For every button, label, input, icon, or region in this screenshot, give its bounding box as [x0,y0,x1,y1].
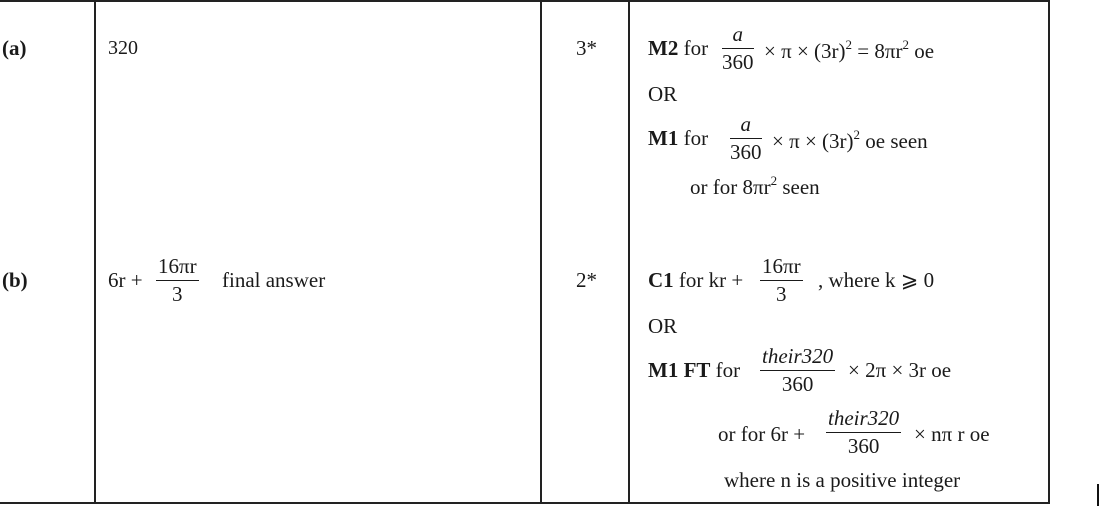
column-divider-4 [1048,0,1050,504]
marks-b: 2* [576,268,597,292]
fraction-denominator: 360 [730,140,762,164]
mark-code-c1: C1 [648,268,674,292]
column-divider-3 [628,0,630,504]
fraction-denominator: 3 [172,282,183,306]
superscript: 2 [845,37,853,52]
fraction-numerator: a [722,24,754,49]
m2-expr-text: × π × (3r) [764,39,846,63]
part-label-a: (a) [2,36,27,60]
fraction-denominator: 3 [776,282,787,306]
table-bottom-border [0,502,1050,504]
column-divider-2 [540,0,542,504]
text-cursor [1097,484,1099,506]
fraction-their320-over-360 [760,346,835,395]
answer-a: 320 [108,37,138,59]
superscript: 2 [770,173,778,188]
part-label-b: (b) [2,268,28,292]
m2-equals-text: = 8πr [852,39,903,63]
for-text: for [683,126,709,150]
fraction-16pir-over-3 [156,256,199,305]
oe-text: oe [908,39,935,63]
m1-expr-text: × π × (3r) [772,129,854,153]
for-text: for [715,358,741,382]
or-for-8pir-line [690,174,820,198]
fraction-numerator: 16πr [760,256,803,281]
column-divider-1 [94,0,96,504]
fraction-a-over-360-m1 [730,114,762,163]
m1-tail-text: oe seen [860,129,928,153]
m1ft-line [648,360,740,381]
c1-where: , where k ⩾ 0 [818,268,935,292]
m2-expression [764,38,934,62]
fraction-numerator: 16πr [156,256,199,281]
alt-expression: × nπ r oe [914,422,990,446]
mark-code-m1ft: M1 FT [648,358,711,382]
c1-line [648,270,743,291]
fraction-numerator: their320 [826,408,901,433]
fraction-their320-over-360-alt [826,408,901,457]
m1-line [648,128,708,149]
or-text-a: OR [648,82,678,106]
table-top-border [0,0,1050,2]
answer-b-prefix: 6r + [108,268,143,292]
for-text: for [678,268,704,292]
seen-text: seen [777,175,820,199]
m2-line [648,38,708,59]
answer-b-suffix: final answer [222,268,326,292]
superscript: 2 [902,37,909,52]
mark-code-m1: M1 [648,126,679,150]
or-for-6r-text: or for 6r + [718,422,806,446]
superscript: 2 [853,127,861,142]
or-text-b: OR [648,314,678,338]
mark-code-m2: M2 [648,36,679,60]
kr-text: kr + [708,268,744,292]
fraction-numerator: their320 [760,346,835,371]
fraction-a-over-360 [722,24,754,73]
fraction-numerator: a [730,114,762,139]
fraction-denominator: 360 [781,372,814,396]
m1ft-expression: × 2π × 3r oe [848,358,952,382]
marks-a: 3* [576,36,597,60]
for-text: for [683,36,709,60]
fraction-16pir-over-3-c1 [760,256,803,305]
m1-expression [772,128,928,152]
where-n-line: where n is a positive integer [724,468,961,492]
fraction-denominator: 360 [847,434,880,458]
fraction-denominator: 360 [722,50,754,74]
or-for-text: or for 8πr [690,175,771,199]
